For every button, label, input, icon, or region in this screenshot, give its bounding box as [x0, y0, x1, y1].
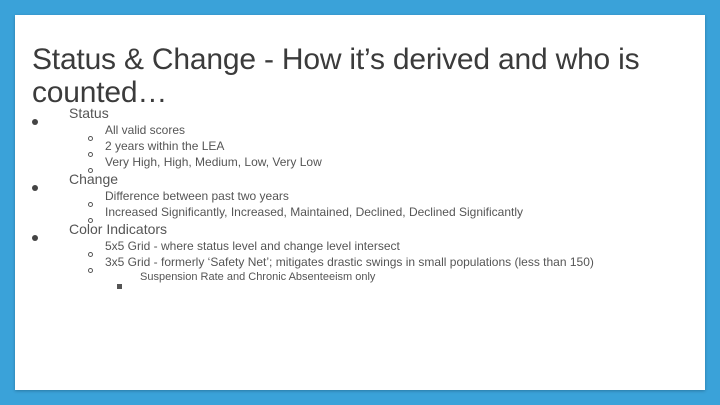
sub-bullet-change-1: Difference between past two years	[105, 189, 289, 203]
slide-card	[15, 15, 705, 390]
square-bullet-icon	[117, 274, 122, 293]
bullet-icon	[32, 226, 38, 245]
bullet-icon	[32, 176, 38, 195]
bullet-change: Change	[69, 171, 119, 187]
sub-bullet-status-3: Very High, High, Medium, Low, Very Low	[105, 155, 322, 169]
bullet-icon	[32, 110, 38, 129]
sub-bullet-color-1: 5x5 Grid - where status level and change level intersect	[105, 239, 400, 253]
bullet-status: Status	[69, 105, 109, 121]
sub-bullet-icon	[88, 258, 93, 277]
sub-bullet-status-2: 2 years within the LEA	[105, 139, 225, 153]
sub-sub-bullet-color-1: Suspension Rate and Chronic Absenteeism only	[140, 271, 376, 283]
sub-bullet-change-2: Increased Significantly, Increased, Maintained, Declined, Declined Significantly	[105, 205, 524, 219]
slide-title: Status & Change - How it’s derived and who is counted…	[32, 43, 640, 109]
sub-bullet-status-1: All valid scores	[105, 123, 186, 137]
slide-body	[15, 15, 705, 390]
sub-bullet-color-2: 3x5 Grid - formerly ‘Safety Net’; mitigates drastic swings in small populations (less than 150)	[105, 255, 594, 269]
bullet-color-indicators: Color Indicators	[69, 221, 168, 237]
